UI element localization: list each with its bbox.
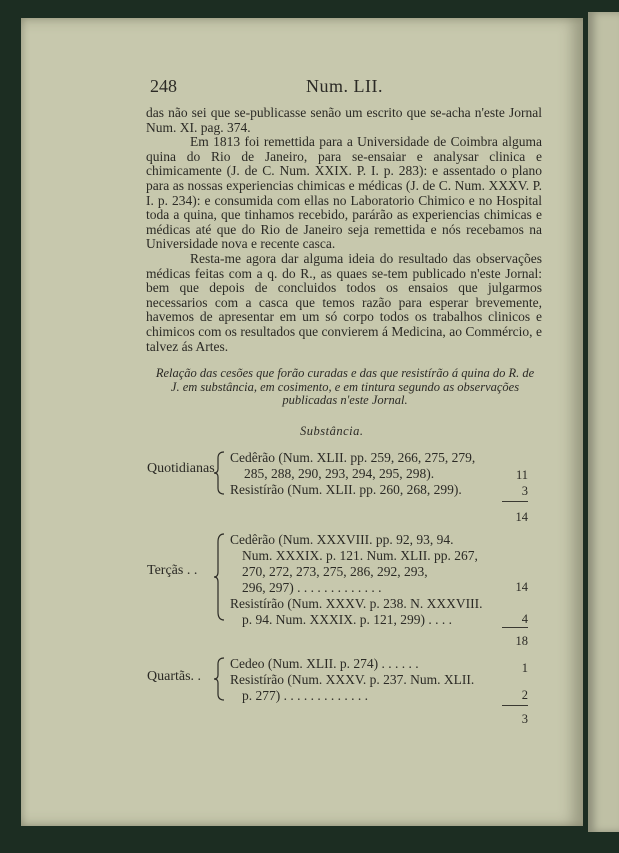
- paragraph: Em 1813 foi remettida para a Universidade de Coimbra alguma quina do Rio de Janeiro, para se-ensaiar e analysar clinica e chimicamente (J. de C. Num. XXIX. P. I. p. 283): e assentado o plano para as nossas experiencias chimicas e médicas (J. de C. Num. XXXV. P. I. p. 234): e consumida com ellas no Laboratorio Chimico e no Hospital toda a quina, que tinhamos recebido, parárão as experiencias chimicas e médicas até que do Rio de Janeiro seja remettida e nós recebamos na Universidade nova e recente casca.: [146, 134, 542, 252]
- count-cured: 14: [515, 580, 528, 594]
- quartas-line: Cedeo (Num. XLII. p. 274) . . . . . .: [230, 656, 419, 671]
- sum-rule: [502, 501, 528, 502]
- tercas-line: Resistírão (Num. XXXV. p. 238. N. XXXVIII.: [230, 596, 483, 611]
- facing-page-edge: [588, 12, 619, 832]
- tercas-line: p. 94. Num. XXXIX. p. 121, 299) . . . .: [242, 612, 452, 627]
- group-total: 18: [515, 634, 528, 648]
- quotidianas-line: Resistírão (Num. XLII. pp. 260, 268, 299).: [230, 482, 462, 497]
- paragraph-continuation: das não sei que se-publicasse senão um escrito que se-acha n'este Jornal Num. XI. pag. 374.: [146, 105, 542, 135]
- tercas-line: Cedêrão (Num. XXXVIII. pp. 92, 93, 94.: [230, 532, 454, 547]
- brace-icon: [214, 450, 226, 496]
- page-header: [150, 76, 550, 102]
- page-title: Num. LII.: [306, 76, 383, 96]
- quartas-line: p. 277) . . . . . . . . . . . . .: [242, 688, 368, 703]
- sum-rule: [502, 627, 528, 628]
- count-resisted: 2: [521, 688, 528, 702]
- brace-icon: [214, 656, 226, 702]
- group-total: 3: [521, 712, 528, 726]
- count-resisted: 3: [521, 484, 528, 498]
- sum-rule: [502, 705, 528, 706]
- group-label-quotidianas: Quotidianas: [147, 461, 215, 476]
- paragraph: Resta-me agora dar alguma ideia do resultado das observações médicas feitas com a q. do R., as quaes se-tem publicado n'este Jornal: bem que depois de concluidos todos os ensaios que julgarmos necessarios com a casca que temos razão para esperar brevemente, havemos de apresentar em um só corpo todos os trabalhos clinicos e chimicos com os resultados que convierem á Medicina, ao Commércio, e talvez ás Artes.: [146, 250, 542, 354]
- table-caption: Relação das cesões que forão curadas e das que resistírão á quina do R. de J. em substância, em cosimento, e em tintura segundo as observações publicadas n'este Jornal.: [155, 366, 535, 407]
- count-resisted: 4: [521, 612, 528, 626]
- quotidianas-line: Cedêrão (Num. XLII. pp. 259, 266, 275, 279,: [230, 450, 476, 465]
- group-label-quartas: Quartãs. .: [147, 669, 202, 684]
- count-cured: 1: [521, 661, 528, 675]
- page-number: 248: [150, 76, 177, 96]
- body-text: [146, 106, 542, 354]
- group-label-tercas: Terçãs . .: [147, 563, 198, 578]
- quartas-line: Resistírão (Num. XXXV. p. 237. Num. XLII.: [230, 672, 475, 687]
- tercas-line: Num. XXXIX. p. 121. Num. XLII. pp. 267,: [242, 548, 478, 563]
- tercas-line: 296, 297) . . . . . . . . . . . . .: [242, 580, 382, 595]
- brace-icon: [214, 532, 226, 622]
- quotidianas-line: 285, 288, 290, 293, 294, 295, 298).: [244, 466, 435, 481]
- table-subtitle: Substância.: [300, 424, 364, 438]
- count-cured: 11: [515, 468, 528, 482]
- group-total: 14: [515, 510, 528, 524]
- tercas-line: 270, 272, 273, 275, 286, 292, 293,: [242, 564, 428, 579]
